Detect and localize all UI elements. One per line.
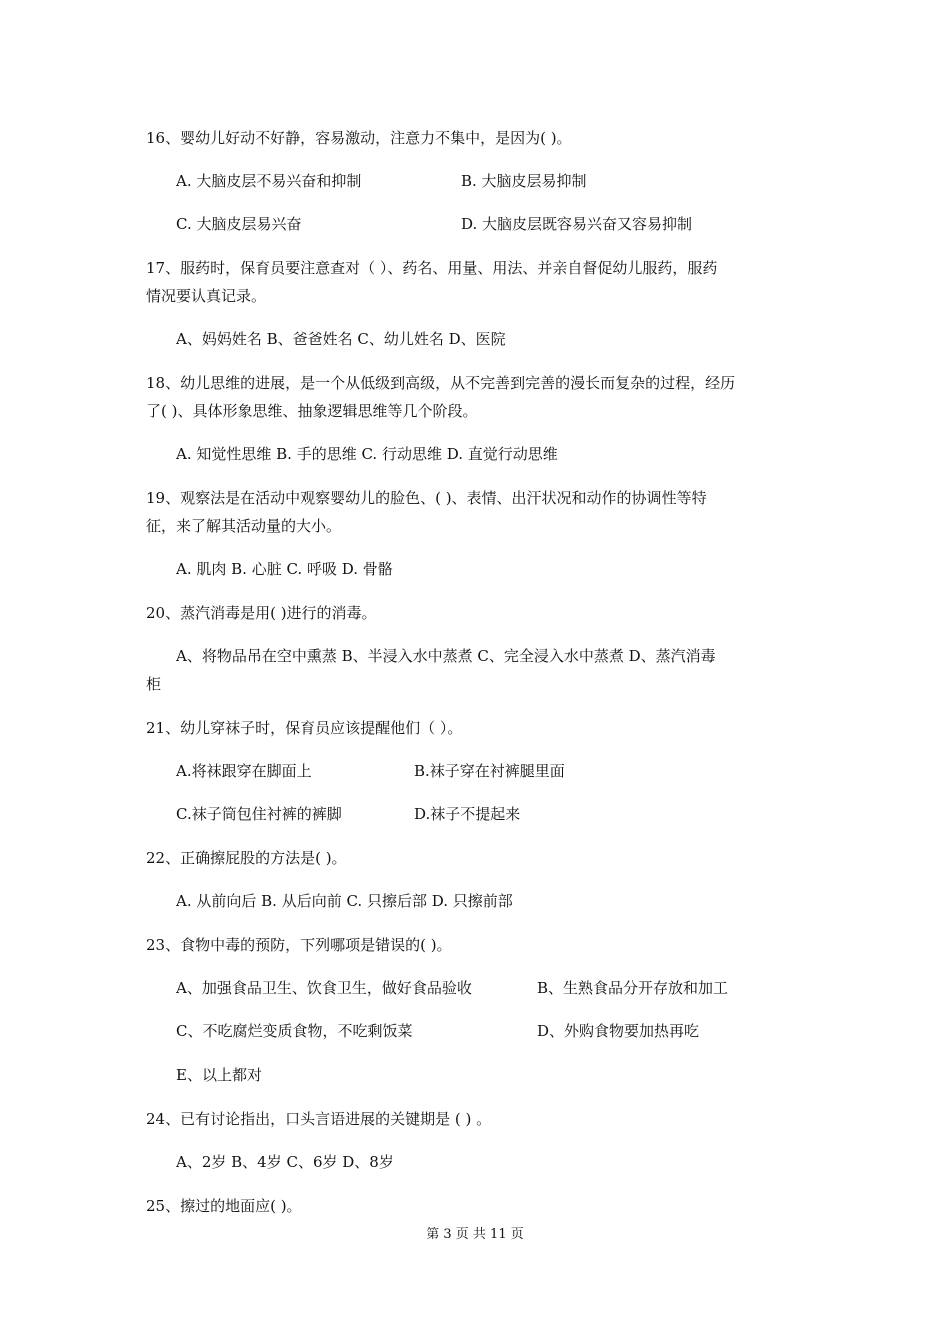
question-stem: 17、服药时，保育员要注意查对（ ）、药名、用量、用法、并亲自督促幼儿服药，服药 xyxy=(146,259,718,277)
question-stem: 19、观察法是在活动中观察婴幼儿的脸色、( )、表情、出汗状况和动作的协调性等特 xyxy=(146,489,707,507)
option-d: D、外购食物要加热再吃 xyxy=(537,1022,700,1040)
options-row: A. 从前向后 B. 从后向前 C. 只擦后部 D. 只擦前部 xyxy=(176,892,513,910)
question-stem: 18、幼儿思维的进展，是一个从低级到高级，从不完善到完善的漫长而复杂的过程，经历 xyxy=(146,374,736,392)
page-number-footer: 第 3 页 共 11 页 xyxy=(426,1227,524,1242)
option-b: B.袜子穿在衬裤腿里面 xyxy=(414,762,565,780)
options-row: A. 知觉性思维 B. 手的思维 C. 行动思维 D. 直觉行动思维 xyxy=(176,445,558,463)
option-b: B. 大脑皮层易抑制 xyxy=(461,172,587,190)
option-d: D. 大脑皮层既容易兴奋又容易抑制 xyxy=(461,215,693,233)
options-row: A、妈妈姓名 B、爸爸姓名 C、幼儿姓名 D、医院 xyxy=(176,330,506,348)
option-c: C. 大脑皮层易兴奋 xyxy=(176,215,302,233)
option-a: A.将袜跟穿在脚面上 xyxy=(176,762,312,780)
option-e: E、以上都对 xyxy=(176,1066,262,1084)
option-a: A、加强食品卫生、饮食卫生，做好食品验收 xyxy=(176,979,472,997)
question-stem-continuation: 情况要认真记录。 xyxy=(146,287,267,305)
question-stem-continuation: 了( )、具体形象思维、抽象逻辑思维等几个阶段。 xyxy=(146,402,478,420)
question-stem: 24、已有讨论指出，口头言语进展的关键期是 ( ) 。 xyxy=(146,1110,492,1128)
options-row: A、2岁 B、4岁 C、6岁 D、8岁 xyxy=(176,1153,394,1171)
options-continuation: 柜 xyxy=(146,675,162,693)
option-c: C、不吃腐烂变质食物，不吃剩饭菜 xyxy=(176,1022,413,1040)
option-a: A. 大脑皮层不易兴奋和抑制 xyxy=(176,172,362,190)
question-stem: 22、正确擦屁股的方法是( )。 xyxy=(146,849,347,867)
question-stem: 16、婴幼儿好动不好静，容易激动，注意力不集中，是因为( )。 xyxy=(146,129,572,147)
option-c: C.袜子筒包住衬裤的裤脚 xyxy=(176,805,342,823)
question-stem: 23、食物中毒的预防，下列哪项是错误的( )。 xyxy=(146,936,452,954)
question-stem: 20、蒸汽消毒是用( )进行的消毒。 xyxy=(146,604,377,622)
question-stem: 21、幼儿穿袜子时，保育员应该提醒他们（ ）。 xyxy=(146,719,463,737)
option-d: D.袜子不提起来 xyxy=(414,805,521,823)
question-stem-continuation: 征，来了解其活动量的大小。 xyxy=(146,517,342,535)
option-b: B、生熟食品分开存放和加工 xyxy=(537,979,729,997)
question-stem: 25、擦过的地面应( )。 xyxy=(146,1197,302,1215)
options-row: A. 肌肉 B. 心脏 C. 呼吸 D. 骨骼 xyxy=(176,560,393,578)
options-row: A、将物品吊在空中熏蒸 B、半浸入水中蒸煮 C、完全浸入水中蒸煮 D、蒸汽消毒 xyxy=(176,647,716,665)
